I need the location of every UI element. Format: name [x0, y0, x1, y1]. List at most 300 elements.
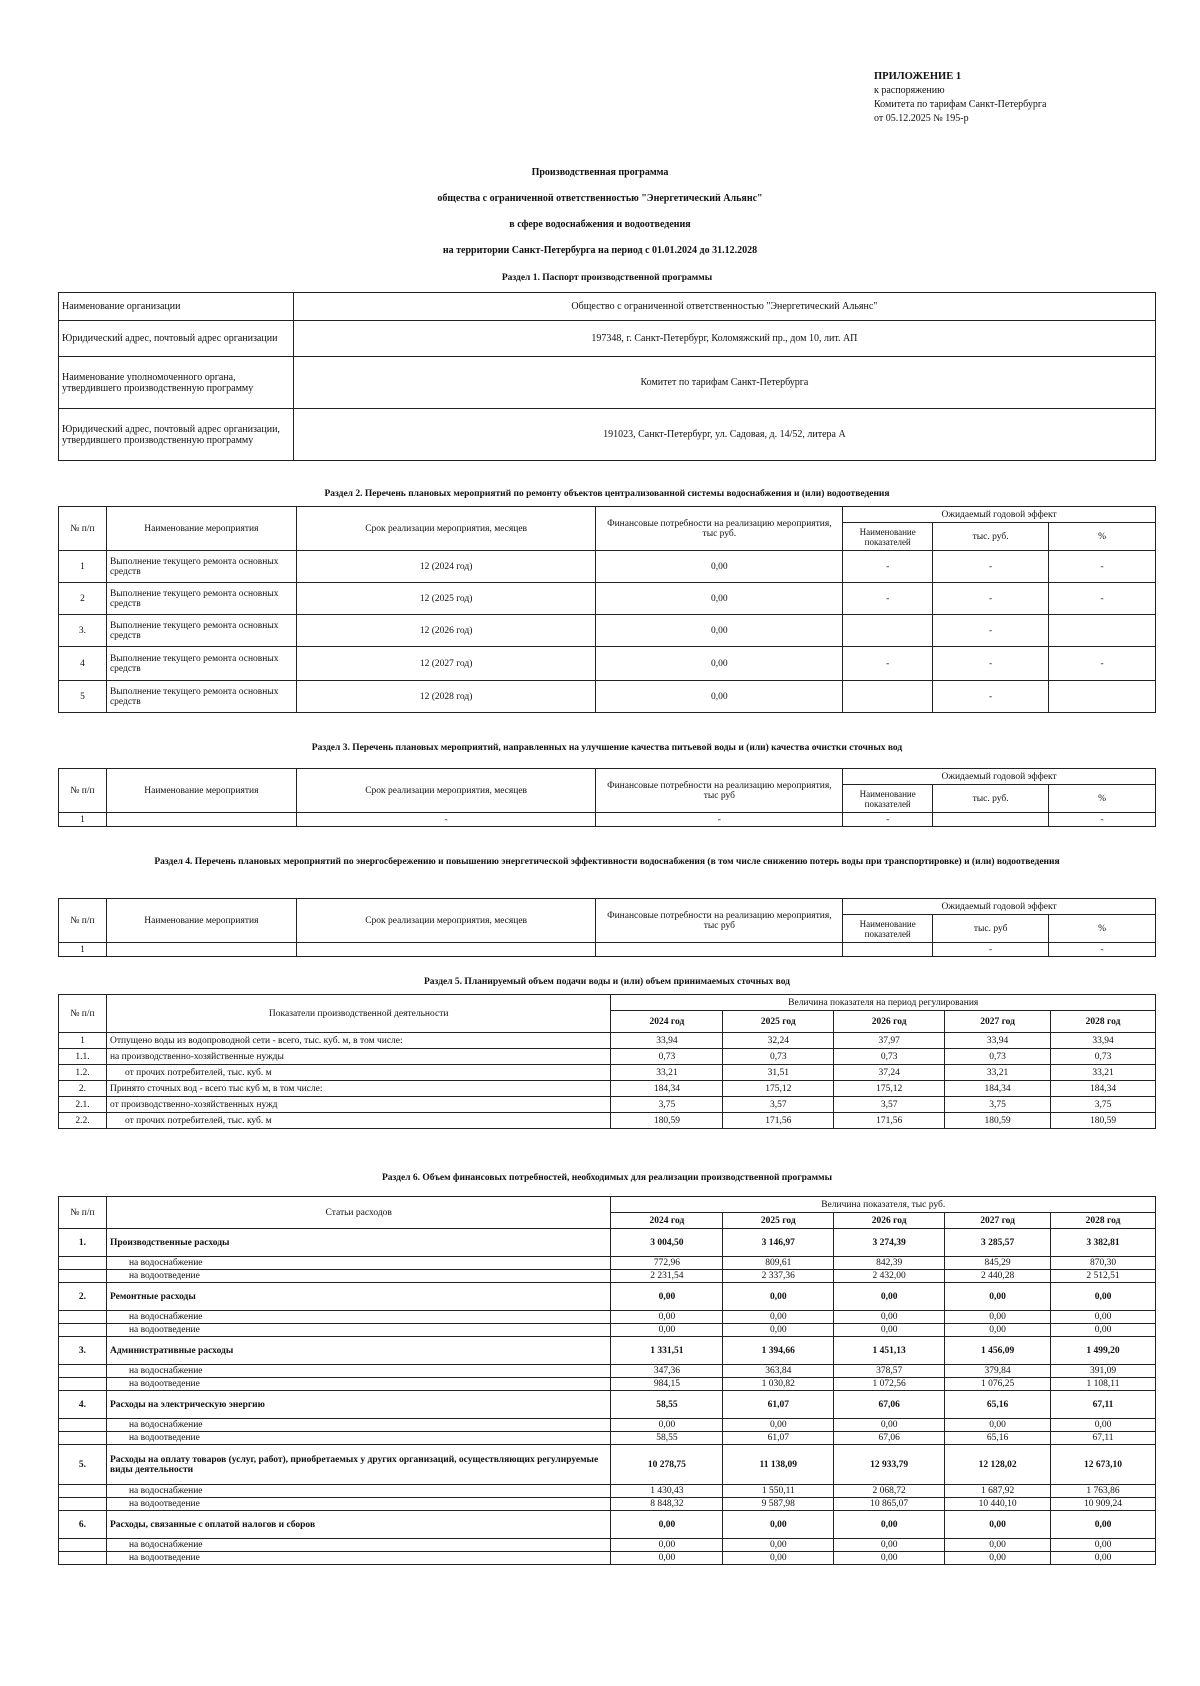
row-indicator	[843, 681, 933, 713]
col-header: Наименование показателей	[843, 785, 933, 813]
year-header: 2026 год	[834, 1213, 945, 1229]
row-value: 175,12	[723, 1081, 834, 1097]
row-value: 67,11	[1051, 1391, 1156, 1419]
row-value: 870,30	[1051, 1257, 1156, 1270]
row-rub: -	[933, 943, 1049, 957]
col-header: Ожидаемый годовой эффект	[843, 899, 1156, 915]
row-number: 2.2.	[59, 1113, 107, 1129]
table-row	[59, 1033, 1156, 1049]
row-value: 0,00	[611, 1324, 723, 1337]
row-number: 2.1.	[59, 1097, 107, 1113]
row-fin: 0,00	[596, 647, 843, 681]
passport-label: Юридический адрес, почтовый адрес организации, утвердившего производственную программу	[59, 409, 294, 461]
row-value: 12 128,02	[945, 1445, 1051, 1485]
row-value: 0,00	[834, 1283, 945, 1311]
row-term: 12 (2028 год)	[296, 681, 596, 713]
row-value: 0,00	[834, 1419, 945, 1432]
col-header: № п/п	[59, 995, 107, 1033]
table-row	[59, 1283, 1156, 1311]
row-number: 1.1.	[59, 1049, 107, 1065]
row-value: 184,34	[611, 1081, 723, 1097]
row-value: 0,00	[834, 1552, 945, 1565]
section-5-title: Раздел 5. Планируемый объем подачи воды и (или) объем принимаемых сточных вод	[424, 977, 790, 987]
table-row	[59, 647, 1156, 681]
row-number	[59, 1324, 107, 1337]
row-value: 0,00	[723, 1311, 834, 1324]
row-number	[59, 1257, 107, 1270]
quality-plan-table	[58, 768, 1156, 827]
col-header: Величина показателя, тыс руб.	[611, 1197, 1156, 1213]
year-header: 2025 год	[723, 1011, 834, 1033]
row-value: 0,00	[834, 1511, 945, 1539]
row-number: 4	[59, 647, 107, 681]
row-number: 1	[59, 813, 107, 827]
finance-table	[58, 1196, 1156, 1565]
row-value: 61,07	[723, 1432, 834, 1445]
row-value: 184,34	[945, 1081, 1051, 1097]
row-rub: -	[933, 583, 1049, 615]
row-term: 12 (2024 год)	[296, 551, 596, 583]
row-rub: -	[933, 615, 1049, 647]
row-value: 180,59	[945, 1113, 1051, 1129]
row-name: на водоснабжение	[106, 1539, 610, 1552]
row-value: 1 499,20	[1051, 1337, 1156, 1365]
passport-table	[58, 292, 1156, 461]
row-value: 363,84	[723, 1365, 834, 1378]
row-value: 0,00	[945, 1311, 1051, 1324]
row-name: на производственно-хозяйственные нужды	[106, 1049, 610, 1065]
row-term: -	[296, 813, 596, 827]
table-row	[59, 681, 1156, 713]
row-value: 175,12	[834, 1081, 945, 1097]
row-number	[59, 1485, 107, 1498]
row-name: Выполнение текущего ремонта основных средств	[106, 647, 296, 681]
row-value: 2 231,54	[611, 1270, 723, 1283]
row-value: 0,00	[611, 1511, 723, 1539]
energy-plan-table	[58, 898, 1156, 957]
row-indicator: -	[843, 647, 933, 681]
row-value: 2 440,28	[945, 1270, 1051, 1283]
row-value: 0,00	[1051, 1283, 1156, 1311]
row-value: 391,09	[1051, 1365, 1156, 1378]
row-name: на водоотведение	[106, 1498, 610, 1511]
table-row	[59, 321, 1156, 357]
col-header: тыс. руб	[933, 915, 1049, 943]
document-subtitle: на территории Санкт-Петербурга на период с 01.01.2024 до 31.12.2028	[442, 245, 758, 256]
row-value: 0,00	[834, 1311, 945, 1324]
row-name: Расходы на оплату товаров (услуг, работ), приобретаемых у других организаций, осуществляющих регулируемые виды деятельности	[106, 1445, 610, 1485]
row-value: 61,07	[723, 1391, 834, 1419]
row-value: 1 430,43	[611, 1485, 723, 1498]
row-number: 2.	[59, 1081, 107, 1097]
section-6-title: Раздел 6. Объем финансовых потребностей, необходимых для реализации производственной программы	[381, 1173, 833, 1183]
table-row	[59, 1485, 1156, 1498]
table-row	[59, 943, 1156, 957]
row-value: 3 382,81	[1051, 1229, 1156, 1257]
row-value: 0,00	[945, 1283, 1051, 1311]
table-row	[59, 1365, 1156, 1378]
row-fin: 0,00	[596, 583, 843, 615]
row-value: 1 072,56	[834, 1378, 945, 1391]
table-row	[59, 1097, 1156, 1113]
row-value: 0,00	[834, 1539, 945, 1552]
document-titles	[0, 166, 1200, 270]
col-header: %	[1049, 915, 1156, 943]
row-value: 842,39	[834, 1257, 945, 1270]
row-name: от производственно-хозяйственных нужд	[106, 1097, 610, 1113]
table-row	[59, 1229, 1156, 1257]
row-value: 3 146,97	[723, 1229, 834, 1257]
row-number	[59, 1378, 107, 1391]
col-header: Наименование показателей	[843, 523, 933, 551]
row-value: 809,61	[723, 1257, 834, 1270]
row-number	[59, 1365, 107, 1378]
document-subtitle: общества с ограниченной ответственностью "Энергетический Альянс"	[437, 193, 763, 204]
row-value: 0,73	[834, 1049, 945, 1065]
passport-value: 191023, Санкт-Петербург, ул. Садовая, д. 14/52, литера А	[293, 409, 1155, 461]
table-row	[59, 1445, 1156, 1485]
table-row	[59, 583, 1156, 615]
row-name: на водоотведение	[106, 1432, 610, 1445]
row-value: 0,73	[1051, 1049, 1156, 1065]
year-header: 2024 год	[611, 1213, 723, 1229]
row-value: 58,55	[611, 1391, 723, 1419]
passport-label: Наименование уполномоченного органа, утвердившего производственную программу	[59, 357, 294, 409]
col-header: Срок реализации мероприятия, месяцев	[296, 507, 596, 551]
col-header: %	[1049, 785, 1156, 813]
row-name: на водоснабжение	[106, 1419, 610, 1432]
row-pct: -	[1049, 943, 1156, 957]
row-value: 0,00	[723, 1511, 834, 1539]
row-name: Административные расходы	[106, 1337, 610, 1365]
row-rub: -	[933, 681, 1049, 713]
row-indicator: -	[843, 583, 933, 615]
row-value: 0,00	[834, 1324, 945, 1337]
year-header: 2024 год	[611, 1011, 723, 1033]
row-value: 0,00	[1051, 1539, 1156, 1552]
table-row	[59, 1257, 1156, 1270]
row-value: 0,00	[723, 1552, 834, 1565]
row-pct: -	[1049, 813, 1156, 827]
row-value: 3 274,39	[834, 1229, 945, 1257]
col-header: Величина показателя на период регулирования	[611, 995, 1156, 1011]
row-indicator	[843, 943, 933, 957]
row-pct: -	[1049, 583, 1156, 615]
year-header: 2025 год	[723, 1213, 834, 1229]
row-value: 67,06	[834, 1432, 945, 1445]
row-term	[296, 943, 596, 957]
row-number: 1	[59, 1033, 107, 1049]
row-value: 1 763,86	[1051, 1485, 1156, 1498]
row-value: 3,75	[611, 1097, 723, 1113]
table-row	[59, 1378, 1156, 1391]
row-value: 0,00	[1051, 1324, 1156, 1337]
row-name: на водоотведение	[106, 1324, 610, 1337]
row-value: 3,75	[945, 1097, 1051, 1113]
row-value: 1 394,66	[723, 1337, 834, 1365]
row-value: 3,57	[834, 1097, 945, 1113]
row-number: 5	[59, 681, 107, 713]
row-name: на водоснабжение	[106, 1311, 610, 1324]
row-value: 9 587,98	[723, 1498, 834, 1511]
volume-table	[58, 994, 1156, 1129]
row-name	[106, 813, 296, 827]
row-value: 12 933,79	[834, 1445, 945, 1485]
section-3-title: Раздел 3. Перечень плановых мероприятий, направленных на улучшение качества питьевой воды и (или) качества очистки сточных вод	[311, 743, 903, 753]
row-number: 1	[59, 943, 107, 957]
table-row	[59, 1337, 1156, 1365]
row-value: 0,00	[611, 1552, 723, 1565]
row-value: 0,00	[611, 1283, 723, 1311]
table-row	[59, 1419, 1156, 1432]
row-name: Выполнение текущего ремонта основных средств	[106, 551, 296, 583]
section-4-title: Раздел 4. Перечень плановых мероприятий по энергосбережению и повышению энергетической эффективности водоснабжения (в том числе снижению потерь воды при транспортировке) и (или) водоотведения	[154, 857, 1060, 867]
row-number: 2	[59, 583, 107, 615]
col-header: тыс. руб.	[933, 785, 1049, 813]
row-pct: -	[1049, 551, 1156, 583]
row-value: 0,00	[945, 1419, 1051, 1432]
row-value: 0,00	[611, 1539, 723, 1552]
table-row	[59, 357, 1156, 409]
table-row	[59, 1539, 1156, 1552]
year-header: 2026 год	[834, 1011, 945, 1033]
row-pct	[1049, 681, 1156, 713]
row-value: 0,00	[945, 1511, 1051, 1539]
row-value: 772,96	[611, 1257, 723, 1270]
table-row	[59, 1270, 1156, 1283]
row-value: 0,00	[723, 1419, 834, 1432]
row-number	[59, 1419, 107, 1432]
row-value: 1 331,51	[611, 1337, 723, 1365]
table-row	[59, 293, 1156, 321]
col-header: Наименование мероприятия	[106, 899, 296, 943]
row-name: на водоснабжение	[106, 1257, 610, 1270]
row-value: 0,00	[945, 1539, 1051, 1552]
row-value: 10 440,10	[945, 1498, 1051, 1511]
col-header: Показатели производственной деятельности	[106, 995, 610, 1033]
row-value: 0,00	[945, 1324, 1051, 1337]
row-value: 31,51	[723, 1065, 834, 1081]
row-value: 0,00	[1051, 1311, 1156, 1324]
table-row	[59, 1432, 1156, 1445]
col-header: Ожидаемый годовой эффект	[843, 507, 1156, 523]
table-row	[59, 1049, 1156, 1065]
col-header: Статьи расходов	[106, 1197, 610, 1229]
row-value: 180,59	[611, 1113, 723, 1129]
row-term: 12 (2025 год)	[296, 583, 596, 615]
row-value: 347,36	[611, 1365, 723, 1378]
col-header: Финансовые потребности на реализацию мероприятия, тыс руб.	[596, 507, 843, 551]
table-row	[59, 1391, 1156, 1419]
table-row	[59, 1511, 1156, 1539]
row-name: от прочих потребителей, тыс. куб. м	[106, 1113, 610, 1129]
row-name: Выполнение текущего ремонта основных средств	[106, 681, 296, 713]
appendix-line: от 05.12.2025 № 195-р	[874, 113, 969, 124]
row-number: 2.	[59, 1283, 107, 1311]
row-value: 0,73	[945, 1049, 1051, 1065]
row-value: 0,00	[723, 1539, 834, 1552]
row-value: 378,57	[834, 1365, 945, 1378]
row-value: 10 278,75	[611, 1445, 723, 1485]
row-value: 3,75	[1051, 1097, 1156, 1113]
row-value: 845,29	[945, 1257, 1051, 1270]
row-number: 6.	[59, 1511, 107, 1539]
row-number	[59, 1539, 107, 1552]
row-value: 32,24	[723, 1033, 834, 1049]
document-title: Производственная программа	[531, 167, 669, 178]
row-value: 1 451,13	[834, 1337, 945, 1365]
row-number	[59, 1432, 107, 1445]
col-header: № п/п	[59, 769, 107, 813]
row-value: 0,00	[945, 1552, 1051, 1565]
row-term: 12 (2027 год)	[296, 647, 596, 681]
row-value: 65,16	[945, 1391, 1051, 1419]
col-header: тыс. руб.	[933, 523, 1049, 551]
row-value: 1 456,09	[945, 1337, 1051, 1365]
row-number: 1.2.	[59, 1065, 107, 1081]
row-value: 10 865,07	[834, 1498, 945, 1511]
row-indicator: -	[843, 813, 933, 827]
row-value: 33,94	[945, 1033, 1051, 1049]
row-value: 67,11	[1051, 1432, 1156, 1445]
row-name: на водоотведение	[106, 1270, 610, 1283]
row-fin: 0,00	[596, 615, 843, 647]
year-header: 2028 год	[1051, 1213, 1156, 1229]
row-value: 2 432,00	[834, 1270, 945, 1283]
row-value: 65,16	[945, 1432, 1051, 1445]
row-value: 0,00	[611, 1311, 723, 1324]
document-subtitle: в сфере водоснабжения и водоотведения	[509, 219, 691, 230]
row-number: 1.	[59, 1229, 107, 1257]
row-value: 0,73	[723, 1049, 834, 1065]
row-fin: 0,00	[596, 681, 843, 713]
row-value: 0,73	[611, 1049, 723, 1065]
table-row	[59, 1081, 1156, 1097]
row-rub: -	[933, 647, 1049, 681]
row-value: 37,97	[834, 1033, 945, 1049]
col-header: Наименование мероприятия	[106, 507, 296, 551]
row-value: 67,06	[834, 1391, 945, 1419]
row-name: Выполнение текущего ремонта основных средств	[106, 583, 296, 615]
row-value: 171,56	[723, 1113, 834, 1129]
col-header: %	[1049, 523, 1156, 551]
row-value: 1 030,82	[723, 1378, 834, 1391]
row-name: Выполнение текущего ремонта основных средств	[106, 615, 296, 647]
row-number: 4.	[59, 1391, 107, 1419]
row-value: 0,00	[1051, 1419, 1156, 1432]
row-value: 984,15	[611, 1378, 723, 1391]
row-value: 2 337,36	[723, 1270, 834, 1283]
row-name: на водоотведение	[106, 1552, 610, 1565]
col-header: № п/п	[59, 899, 107, 943]
section-1-title: Раздел 1. Паспорт производственной программы	[501, 273, 713, 283]
row-value: 10 909,24	[1051, 1498, 1156, 1511]
row-value: 33,94	[611, 1033, 723, 1049]
year-header: 2028 год	[1051, 1011, 1156, 1033]
row-name: Расходы на электрическую энергию	[106, 1391, 610, 1419]
passport-value: Комитет по тарифам Санкт-Петербурга	[293, 357, 1155, 409]
row-name: на водоснабжение	[106, 1485, 610, 1498]
row-term: 12 (2026 год)	[296, 615, 596, 647]
row-name: Ремонтные расходы	[106, 1283, 610, 1311]
table-row	[59, 813, 1156, 827]
row-fin	[596, 943, 843, 957]
col-header: Финансовые потребности на реализацию мероприятия, тыс руб	[596, 769, 843, 813]
table-row	[59, 1498, 1156, 1511]
row-value: 0,00	[723, 1324, 834, 1337]
row-value: 1 687,92	[945, 1485, 1051, 1498]
passport-value: 197348, г. Санкт-Петербург, Коломяжский пр., дом 10, лит. АП	[293, 321, 1155, 357]
repair-plan-table	[58, 506, 1156, 713]
row-value: 1 076,25	[945, 1378, 1051, 1391]
table-row	[59, 409, 1156, 461]
col-header: Наименование мероприятия	[106, 769, 296, 813]
col-header: Срок реализации мероприятия, месяцев	[296, 899, 596, 943]
passport-label: Наименование организации	[59, 293, 294, 321]
row-value: 33,21	[1051, 1065, 1156, 1081]
col-header: Наименование показателей	[843, 915, 933, 943]
row-number	[59, 1311, 107, 1324]
row-value: 37,24	[834, 1065, 945, 1081]
row-name	[106, 943, 296, 957]
row-number: 3.	[59, 615, 107, 647]
row-value: 3 004,50	[611, 1229, 723, 1257]
row-value: 171,56	[834, 1113, 945, 1129]
row-name: от прочих потребителей, тыс. куб. м	[106, 1065, 610, 1081]
row-pct	[1049, 615, 1156, 647]
row-number: 1	[59, 551, 107, 583]
row-name: Отпущено воды из водопроводной сети - всего, тыс. куб. м, в том числе:	[106, 1033, 610, 1049]
row-rub: -	[933, 551, 1049, 583]
row-value: 11 138,09	[723, 1445, 834, 1485]
appendix-line: к распоряжению	[874, 85, 945, 96]
row-value: 180,59	[1051, 1113, 1156, 1129]
row-fin: 0,00	[596, 551, 843, 583]
row-value: 379,84	[945, 1365, 1051, 1378]
row-value: 0,00	[611, 1419, 723, 1432]
appendix-line: Комитета по тарифам Санкт-Петербурга	[874, 99, 1047, 110]
row-name: Принято сточных вод - всего тыс куб м, в том числе:	[106, 1081, 610, 1097]
row-indicator	[843, 615, 933, 647]
row-value: 12 673,10	[1051, 1445, 1156, 1485]
appendix-block	[874, 70, 1046, 126]
appendix-title: ПРИЛОЖЕНИЕ 1	[874, 71, 962, 82]
col-header: № п/п	[59, 1197, 107, 1229]
row-indicator: -	[843, 551, 933, 583]
row-number	[59, 1552, 107, 1565]
row-name: на водоотведение	[106, 1378, 610, 1391]
row-value: 0,00	[723, 1283, 834, 1311]
col-header: Финансовые потребности на реализацию мероприятия, тыс руб	[596, 899, 843, 943]
table-row	[59, 1324, 1156, 1337]
row-value: 33,21	[611, 1065, 723, 1081]
table-row	[59, 1113, 1156, 1129]
year-header: 2027 год	[945, 1213, 1051, 1229]
row-name: Расходы, связанные с оплатой налогов и сборов	[106, 1511, 610, 1539]
row-value: 0,00	[1051, 1511, 1156, 1539]
row-value: 2 512,51	[1051, 1270, 1156, 1283]
col-header: № п/п	[59, 507, 107, 551]
col-header: Ожидаемый годовой эффект	[843, 769, 1156, 785]
row-value: 33,94	[1051, 1033, 1156, 1049]
section-2-title: Раздел 2. Перечень плановых мероприятий по ремонту объектов централизованной системы водоснабжения и (или) водоотведения	[324, 489, 890, 499]
row-number: 5.	[59, 1445, 107, 1485]
row-value: 184,34	[1051, 1081, 1156, 1097]
row-value: 3 285,57	[945, 1229, 1051, 1257]
row-value: 58,55	[611, 1432, 723, 1445]
table-row	[59, 1311, 1156, 1324]
row-pct: -	[1049, 647, 1156, 681]
